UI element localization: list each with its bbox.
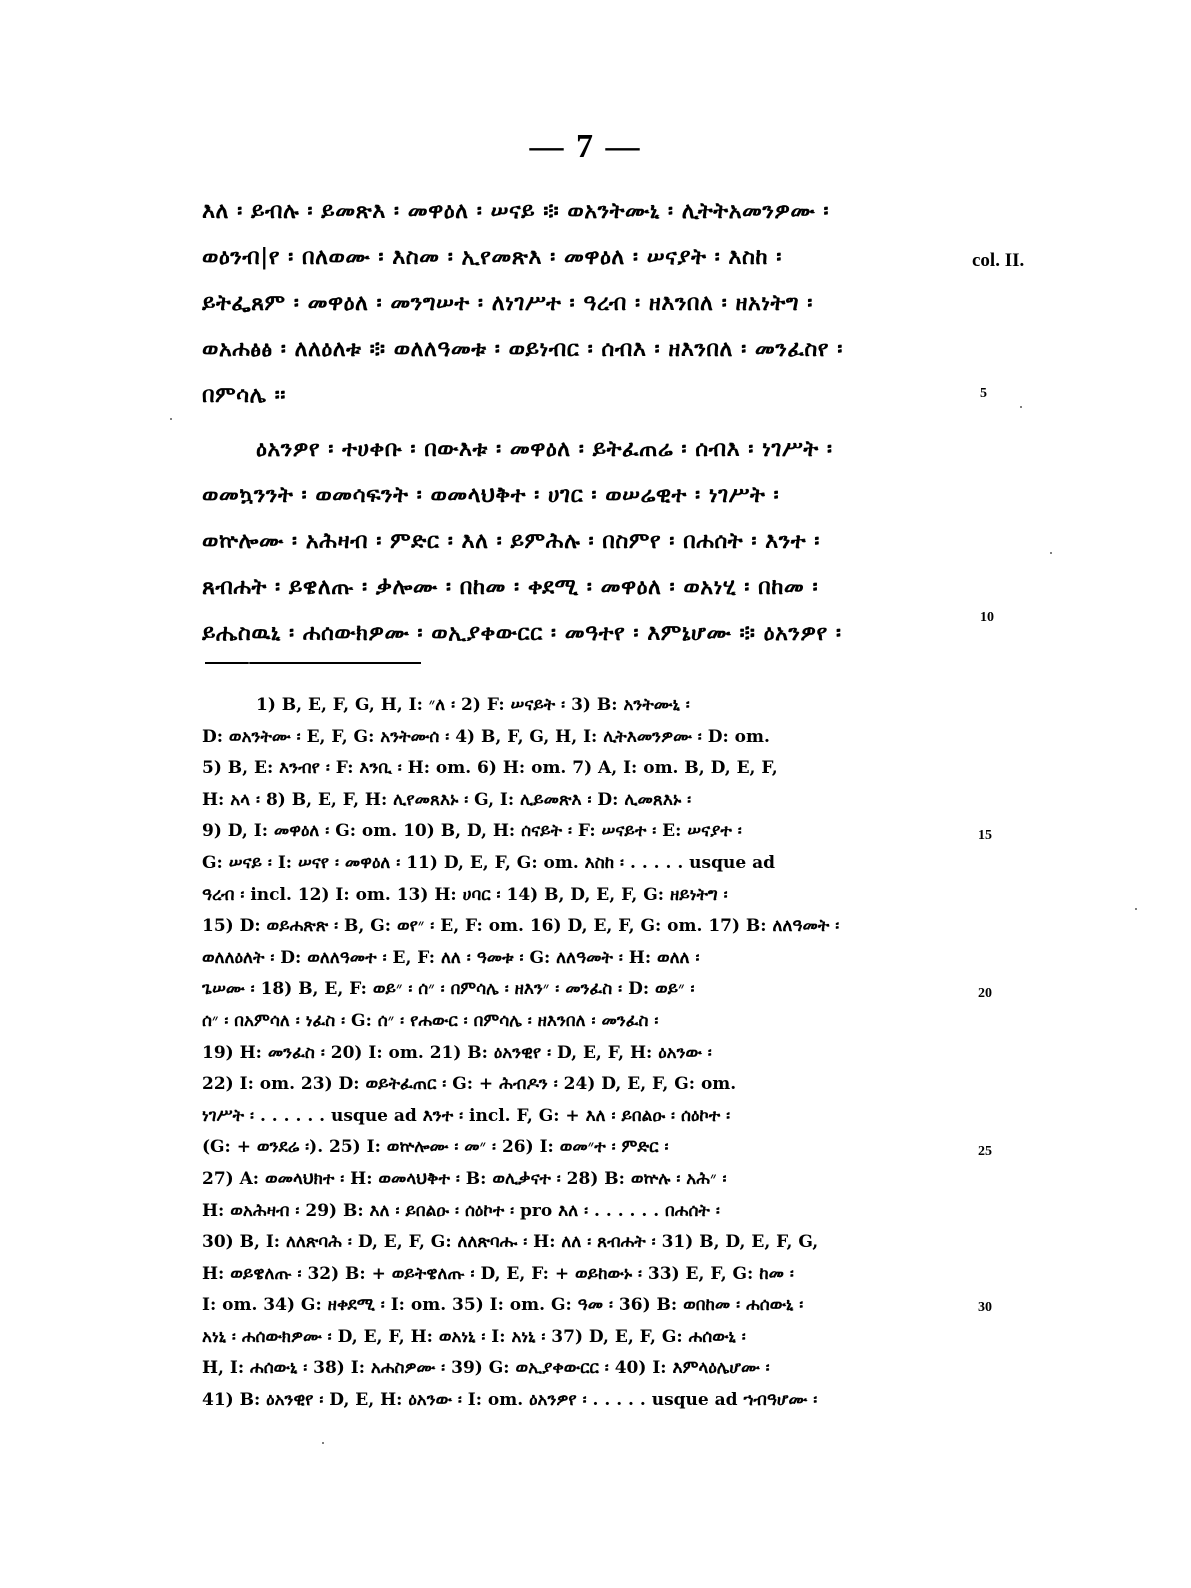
column-marker: col. II.	[972, 250, 1025, 271]
scan-speck	[1050, 552, 1052, 554]
text-line: ወአሐፅፅ ፡ ለለዕለቱ ፨ ወለለዓመቱ ፡ ወይነብር ፡ ሰብእ ፡ ዘእንበለ ፡ መንፈስየ ፡	[202, 336, 843, 362]
footnote-line: (G: + ወንደሬ ፡). 25) I: ወኵሎሙ ፡ መ״ ፡ 26) I: ወመ״ተ ፡ ምድር ፡	[202, 1137, 669, 1158]
footnote-line: 9) D, I: መዋዕለ ፡ G: om. 10) B, D, H: ሰናይት ፡ F: ሠናይተ ፡ E: ሠናያተ ፡	[202, 821, 742, 842]
footnote-line-number: 20	[978, 986, 992, 1001]
text-line: ይሔስዉኒ ፡ ሐሰውክዎሙ ፡ ወኢያቀውርር ፡ መዓተየ ፡ እምኔሆሙ ፨ ዕአንዎየ ፡	[202, 620, 842, 646]
footnote-line: 5) B, E: እንብየ ፡ F: እንቢ ፡ H: om. 6) H: om. 7) A, I: om. B, D, E, F,	[202, 758, 778, 779]
footnote-line: I: om. 34) G: ዘቀደሚ ፡ I: om. 35) I: om. G: ዓመ ፡ 36) B: ወበከመ ፡ ሐሰውኒ ፡	[202, 1295, 804, 1316]
footnote-line: አነኒ ፡ ሐሰውክዎሙ ፡ D, E, F, H: ወአነኒ ፡ I: አነኒ ፡ 37) D, E, F, G: ሐሰውኒ ፡	[202, 1326, 746, 1347]
footnote-line: ሰ״ ፡ በአምሳለ ፡ ነፈስ ፡ G: ሰ״ ፡ የሐውር ፡ በምሳሌ ፡ ዘእንበለ ፡ መንፈስ ፡	[202, 1010, 659, 1031]
text-line: ይትፌጸም ፡ መዋዕለ ፡ መንግሠተ ፡ ለነገሥተ ፡ ዓረብ ፡ ዘእንበለ ፡ ዘአነትግ ፡	[202, 290, 813, 316]
text-line: እለ ፡ ይብሉ ፡ ይመጽእ ፡ መዋዕለ ፡ ሠናይ ፨ ወአንትሙኒ ፡ ሊትትአመንዎሙ ፡	[202, 198, 830, 224]
footnote-line: D: ወአንትሙ ፡ E, F, G: አንትሙሰ ፡ 4) B, F, G, H, I: ሊትእመንዎሙ ፡ D: om.	[202, 726, 770, 747]
footnote-line: 19) H: መንፈስ ፡ 20) I: om. 21) B: ዕአንዊየ ፡ D, E, F, H: ዕአንው ፡	[202, 1042, 712, 1063]
text-line: ጸብሐት ፡ ይዌለጡ ፡ ቃሎሙ ፡ በከመ ፡ ቀደሚ ፡ መዋዕለ ፡ ወአነሂ ፡ በከመ ፡	[202, 574, 819, 600]
scan-speck	[1135, 908, 1137, 910]
footnote-line-number: 15	[978, 828, 992, 843]
footnote-line: 22) I: om. 23) D: ወይትፈጠር ፡ G: + ሕብዶን ፡ 24) D, E, F, G: om.	[202, 1074, 737, 1095]
footnotes-block	[202, 690, 974, 1417]
footnote-line: G: ሠናይ ፡ I: ሠናየ ፡ መዋዕለ ፡ 11) D, E, F, G: om. እስከ ፡ . . . . . usque ad	[202, 852, 775, 873]
footnote-line: 1) B, E, F, G, H, I: ״ለ ፡ 2) F: ሠናይት ፡ 3) B: አንትሙኒ ፡	[256, 695, 690, 715]
footnote-line: H, I: ሐሰውኒ ፡ 38) I: አሐስዎሙ ፡ 39) G: ወኢያቀውርር ፡ 40) I: እምላዕሌሆሙ ፡	[202, 1358, 770, 1379]
footnote-line: 30) B, I: ለለጽባሕ ፡ D, E, F, G: ለለጽባሑ ፡ H: ለለ ፡ ጸብሐት ፡ 31) B, D, E, F, G,	[202, 1232, 819, 1253]
text-line: በምሳሌ ፡፡	[202, 382, 286, 408]
footnote-line: ዓረብ ፡ incl. 12) I: om. 13) H: ሀባር ፡ 14) B, D, E, F, G: ዘይነትግ ፡	[202, 884, 728, 905]
text-line: ዕአንዎየ ፡ ተሀቀቡ ፡ በውእቱ ፡ መዋዕለ ፡ ይትፈጠሬ ፡ ሰብእ ፡ ነገሥት ፡	[256, 436, 833, 462]
footnote-line-number: 25	[978, 1144, 992, 1159]
scan-speck	[248, 662, 250, 664]
footnote-line: H: ወይዌለጡ ፡ 32) B: + ወይትዌለጡ ፡ D, E, F: + ወይከውኑ ፡ 33) E, F, G: ከመ ፡	[202, 1263, 794, 1284]
page-number: — 7 —	[529, 128, 642, 165]
scan-speck	[170, 418, 172, 420]
main-text-block	[202, 188, 974, 656]
footnote-line-number: 30	[978, 1300, 992, 1315]
footnote-line: 27) A: ወመላህክተ ፡ H: ወመላህቅተ ፡ B: ወሊቃናተ ፡ 28) B: ወኵሉ ፡ አሕ״ ፡	[202, 1168, 727, 1189]
footnote-line: H: ወአሕዛብ ፡ 29) B: እለ ፡ ይበልዑ ፡ ሰዕኮተ ፡ pro እለ ፡ . . . . . . በሐሰት ፡	[202, 1200, 720, 1221]
line-number: 5	[980, 386, 987, 401]
footnote-line: ወለለዕለት ፡ D: ወለለዓመተ ፡ E, F: ለለ ፡ ዓመቱ ፡ G: ለለዓመት ፡ H: ወለለ ፡	[202, 947, 700, 968]
footnote-line: 15) D: ወይሐጽጽ ፡ B, G: ወየ״ ፡ E, F: om. 16) D, E, F, G: om. 17) B: ለለዓመት ፡	[202, 916, 840, 937]
scan-speck	[322, 1442, 324, 1444]
scan-speck	[1020, 406, 1022, 408]
text-line: ወመኳንንት ፡ ወመሳፍንት ፡ ወመላህቅተ ፡ ሀገር ፡ ወሠሬዊተ ፡ ነገሥት ፡	[202, 482, 780, 508]
footnote-separator	[205, 662, 421, 664]
footnote-line: ነገሥት ፡ . . . . . . usque ad እንተ ፡ incl. F, G: + እለ ፡ ይበልዑ ፡ ሰዕኮተ ፡	[202, 1105, 731, 1126]
text-line: ወዕንብ|የ ፡ በለወሙ ፡ እስመ ፡ ኢየመጽእ ፡ መዋዕለ ፡ ሠናያት ፡ እስከ ፡	[202, 244, 782, 270]
line-number: 10	[980, 610, 994, 625]
footnote-line: H: አላ ፡ 8) B, E, F, H: ሊየመጸእኑ ፡ G, I: ሊይመጽእ ፡ D: ሊመጸእኑ ፡	[202, 789, 692, 810]
footnote-line: 41) B: ዕአንዊየ ፡ D, E, H: ዕአንው ፡ I: om. ዕአንዎየ ፡ . . . . . usque ad ኀብዓሆሙ ፡	[202, 1390, 818, 1411]
text-line: ወኵሎሙ ፡ አሕዛብ ፡ ምድር ፡ እለ ፡ ይምሕሉ ፡ በስምየ ፡ በሐሰት ፡ እንተ ፡	[202, 528, 820, 554]
footnote-line: ጌሠሙ ፡ 18) B, E, F: ወይ״ ፡ ሰ״ ፡ በምሳሌ ፡ ዘእን״ ፡ መንፈስ ፡ D: ወይ״ ፡	[202, 979, 695, 1000]
